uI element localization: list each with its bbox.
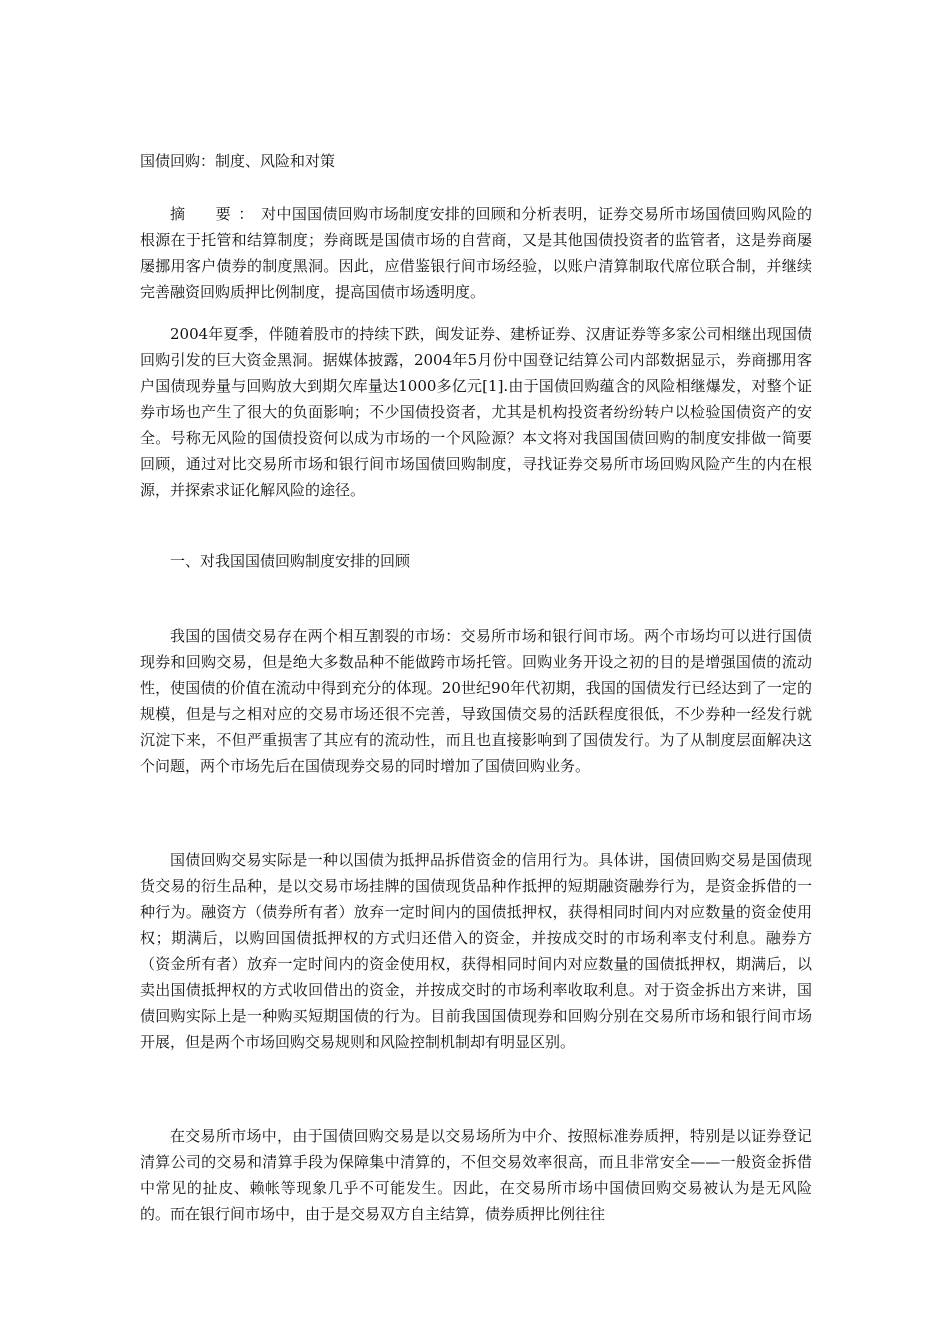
body-paragraph: 国债回购交易实际是一种以国债为抵押品拆借资金的信用行为。具体讲，国债回购交易是国债现货交易的衍生品种，是以交易市场挂牌的国债现货品种作抵押的短期融资融券行为，是资金拆借的一种行为。融资方（债券所有者）放弃一定时间内的国债抵押权，获得相同时间内对应数量的资金使用权；期满后，以购回国债抵押权的方式归还借入的资金，并按成交时的市场利率支付利息。融券方（资金所有者）放弃一定时间内的资金使用权，获得相同时间内对应数量的国债抵押权，期满后，以卖出国债抵押权的方式收回借出的资金，并按成交时的市场利率收取利息。对于资金拆出方来讲，国债回购实际上是一种购买短期国债的行为。目前我国国债现券和回购分别在交易所市场和银行间市场开展，但是两个市场回购交易规则和风险控制机制却有明显区别。 bbox=[140, 851, 812, 1051]
body-paragraph: 在交易所市场中，由于国债回购交易是以交易场所为中介、按照标准券质押，特别是以证券登记清算公司的交易和清算手段为保障集中清算的，不但交易效率很高，而且非常安全——一般资金拆借中常见的扯皮、赖帐等现象几乎不可能发生。因此，在交易所市场中国债回购交易被认为是无风险的。而在银行间市场中，由于是交易双方自主结算，债券质押比例往往 bbox=[140, 1127, 812, 1223]
abstract-text: 对中国国债回购市场制度安排的回顾和分析表明，证券交易所市场国债回购风险的根源在于托管和结算制度；券商既是国债市场的自营商，又是其他国债投资者的监管者，这是券商屡屡挪用客户债券的制度黑洞。因此，应借鉴银行间市场经验，以账户清算制取代席位联合制，并继续完善融资回购质押比例制度，提高国债市场透明度。 bbox=[140, 205, 812, 301]
intro-paragraph: 2004年夏季，伴随着股市的持续下跌，闽发证券、建桥证券、汉唐证券等多家公司相继出现国债回购引发的巨大资金黑洞。据媒体披露，2004年5月份中国登记结算公司内部数据显示，券商挪用客户国债现券量与回购放大到期欠库量达1000多亿元[1].由于国债回购蕴含的风险相继爆发，对整个证券市场也产生了很大的负面影响；不少国债投资者，尤其是机构投资者纷纷转户以检验国债资产的安全。号称无风险的国债投资何以成为市场的一个风险源？本文将对我国国债回购的制度安排做一简要回顾，通过对比交易所市场和银行间市场国债回购制度，寻找证券交易所市场回购风险产生的内在根源，并探索求证化解风险的途径。 bbox=[140, 325, 812, 499]
document-title: 国债回购：制度、风险和对策 bbox=[140, 152, 336, 170]
body-paragraph: 我国的国债交易存在两个相互割裂的市场：交易所市场和银行间市场。两个市场均可以进行国债现券和回购交易，但是绝大多数品种不能做跨市场托管。回购业务开设之初的目的是增强国债的流动性，使国债的价值在流动中得到充分的体现。20世纪90年代初期，我国的国债发行已经达到了一定的规模，但是与之相对应的交易市场还很不完善，导致国债交易的活跃程度很低，不少券种一经发行就沉淀下来，不但严重损害了其应有的流动性，而且也直接影响到了国债发行。为了从制度层面解决这个问题，两个市场先后在国债现券交易的同时增加了国债回购业务。 bbox=[140, 627, 812, 775]
section-1-heading: 一、对我国国债回购制度安排的回顾 bbox=[170, 552, 411, 570]
abstract-paragraph bbox=[140, 201, 812, 305]
abstract-label: 摘 要： bbox=[170, 205, 262, 223]
